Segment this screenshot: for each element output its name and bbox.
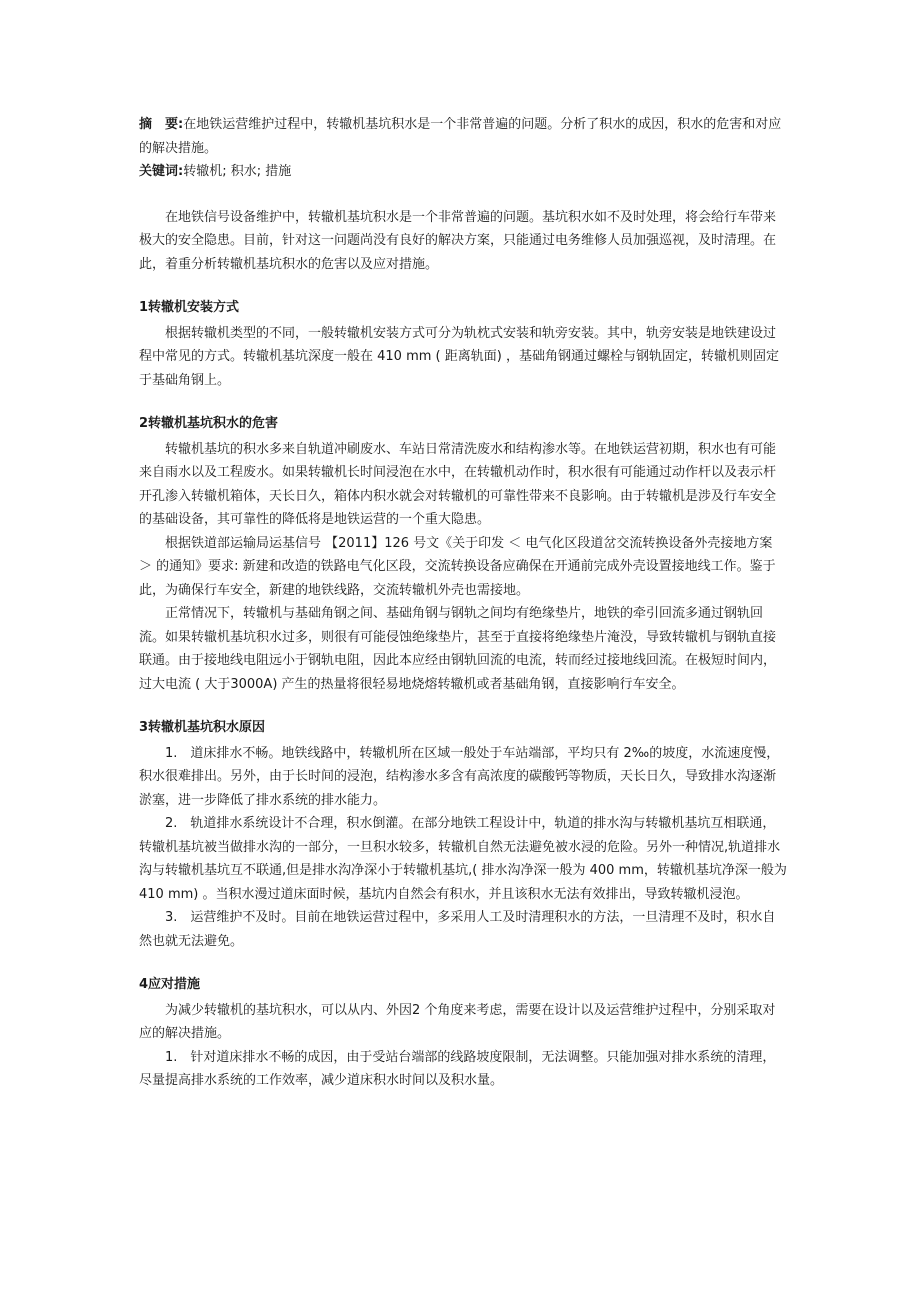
section-heading-3: 3转辙机基坑积水原因 [139,720,266,735]
document-body [139,113,787,1093]
abstract-label: 摘 要: [139,117,184,132]
section-3-item-1: 1. 道床排水不畅。地铁线路中，转辙机所在区域一般处于车站端部，平均只有 2‰的坡度，水流速度慢，积水很难排出。另外，由于长时间的浸泡，结构渗水多含有高浓度的碳酸钙等物质，天长日久，导致排水沟逐渐淤塞，进一步降低了排水系统的排水能力。 [139,745,780,808]
section-3-item-3: 3. 运营维护不及时。目前在地铁运营过程中，多采用人工及时清理积水的方法，一旦清理不及时，积水自然也就无法避免。 [139,910,776,949]
spacer [139,184,787,206]
section-1-paragraph-1: 根据转辙机类型的不同，一般转辙机安装方式可分为轨枕式安装和轨旁安装。其中，轨旁安装是地铁建设过程中常见的方式。转辙机基坑深度一般在 410 mm ( 距离轨面) ，基础角钢通过螺栓与钢轨固定，转辙机则固定于基础角钢上。 [139,325,779,388]
abstract-text: 在地铁运营维护过程中，转辙机基坑积水是一个非常普遍的问题。分析了积水的成因，积水的危害和对应的解决措施。 [139,117,782,156]
keywords-label: 关键词: [139,164,184,179]
intro-paragraph: 在地铁信号设备维护中，转辙机基坑积水是一个非常普遍的问题。基坑积水如不及时处理，将会给行车带来极大的安全隐患。目前，针对这一问题尚没有良好的解决方案，只能通过电务维修人员加强巡视，及时清理。在此，着重分析转辙机基坑积水的危害以及应对措施。 [139,209,777,272]
keywords [139,160,787,184]
section-2-paragraph-3: 正常情况下，转辙机与基础角钢之间、基础角钢与钢轨之间均有绝缘垫片，地铁的牵引回流多通过钢轨回流。如果转辙机基坑积水过多，则很有可能侵蚀绝缘垫片，甚至于直接将绝缘垫片淹没，导致转辙机与钢轨直接联通。由于接地线电阻远小于钢轨电阻，因此本应经由钢轨回流的电流，转而经过接地线回流。在极短时间内，过大电流 ( 大于3000A) 产生的热量将很轻易地烧熔转辙机或者基础角钢，直接影响行车安全。 [139,606,777,692]
section-2-paragraph-1: 转辙机基坑的积水多来自轨道冲刷废水、车站日常清洗废水和结构渗水等。在地铁运营初期，积水也有可能来自雨水以及工程废水。如果转辙机长时间浸泡在水中，在转辙机动作时，积水很有可能通过动作杆以及表示杆开孔渗入转辙机箱体，天长日久，箱体内积水就会对转辙机的可靠性带来不良影响。由于转辙机是涉及行车安全的基础设备，其可靠性的降低将是地铁运营的一个重大隐患。 [139,441,777,527]
section-heading-4: 4应对措施 [139,977,201,992]
section-heading-1: 1转辙机安装方式 [139,300,240,315]
abstract [139,113,787,160]
section-heading-2: 2转辙机基坑积水的危害 [139,416,279,431]
section-4-item-1: 1. 针对道床排水不畅的成因，由于受站台端部的线路坡度限制，无法调整。只能加强对排水系统的清理，尽量提高排水系统的工作效率，减少道床积水时间以及积水量。 [139,1049,776,1088]
section-3-item-2: 2. 轨道排水系统设计不合理，积水倒灌。在部分地铁工程设计中，轨道的排水沟与转辙机基坑互相联通，转辙机基坑被当做排水沟的一部分，一旦积水较多，转辙机自然无法避免被水浸的危险。另外一种情况,轨道排水沟与转辙机基坑互不联通,但是排水沟净深小于转辙机基坑,( 排水沟净深一般为 400 mm，转辙机基坑净深一般为410 mm) 。当积水漫过道床面时候，基坑内自然会有积水，并且该积水无法有效排出，导致转辙机浸泡。 [139,816,787,902]
section-4-paragraph-1: 为减少转辙机的基坑积水，可以从内、外因2 个角度来考虑，需要在设计以及运营维护过程中，分别采取对应的解决措施。 [139,1002,776,1041]
keywords-text: 转辙机; 积水; 措施 [183,164,292,179]
section-2-paragraph-2: 根据铁道部运输局运基信号 【2011】126 号文《关于印发 ＜ 电气化区段道岔交流转换设备外壳接地方案 ＞ 的通知》要求: 新建和改造的铁路电气化区段，交流转换设备应确保在开通前完成外壳设置接地线工作。鉴于此，为确保行车安全，新建的地铁线路，交流转辙机外壳也需接地。 [139,535,776,598]
